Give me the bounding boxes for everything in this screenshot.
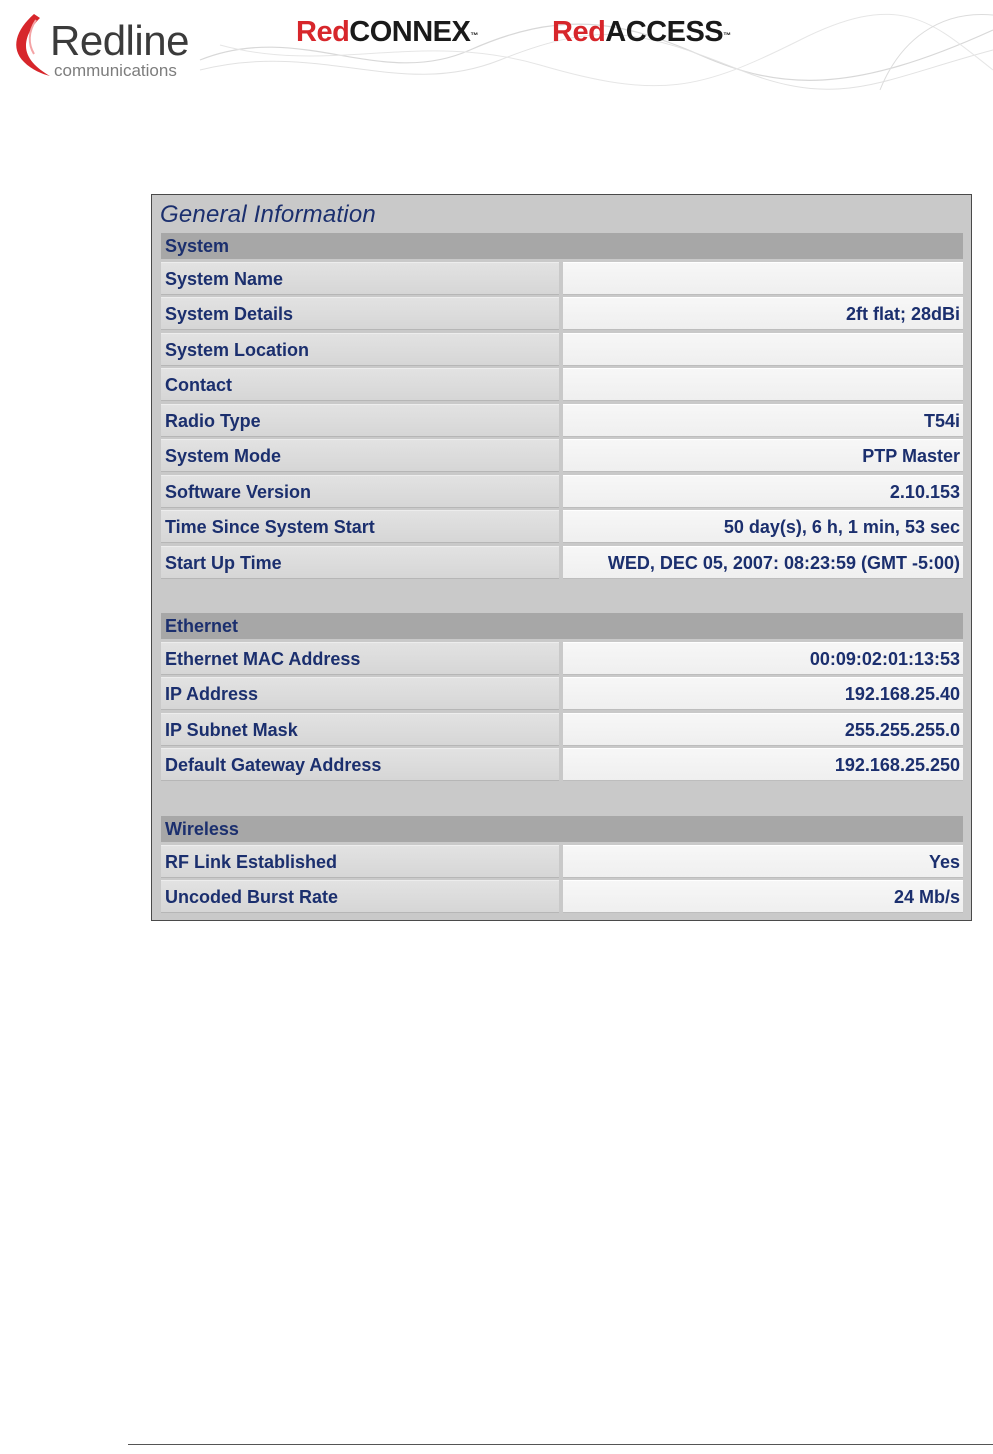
row-value: T54i (563, 404, 963, 437)
row-value: 192.168.25.40 (563, 677, 963, 710)
section-header-system: System (161, 233, 963, 259)
table-row (161, 510, 963, 543)
logo-subtitle: communications (54, 61, 177, 80)
section-header-ethernet: Ethernet (161, 613, 963, 639)
redline-swoosh-icon (6, 10, 54, 82)
row-value: 2.10.153 (563, 475, 963, 508)
table-row (161, 546, 963, 579)
row-label: System Name (161, 262, 559, 295)
table-row (161, 333, 963, 366)
row-label: System Mode (161, 439, 559, 472)
row-label: Software Version (161, 475, 559, 508)
row-value: PTP Master (563, 439, 963, 472)
row-label: Default Gateway Address (161, 748, 559, 781)
row-value (563, 333, 963, 366)
table-row (161, 880, 963, 913)
row-label: System Details (161, 297, 559, 330)
table-row (161, 262, 963, 295)
logo-wordmark: Redline (50, 17, 189, 64)
redline-logo (6, 10, 226, 82)
table-row (161, 404, 963, 437)
row-value (563, 262, 963, 295)
row-value: 24 Mb/s (563, 880, 963, 913)
trademark: ™ (723, 31, 731, 40)
table-row (161, 677, 963, 710)
brand-red-text: Red (296, 16, 350, 48)
row-label: Time Since System Start (161, 510, 559, 543)
row-label: Start Up Time (161, 546, 559, 579)
footer-divider (128, 1444, 993, 1445)
redconnex-brand (296, 14, 478, 50)
general-information-panel (151, 194, 972, 921)
row-label: Uncoded Burst Rate (161, 880, 559, 913)
table-row (161, 439, 963, 472)
table-row (161, 368, 963, 401)
row-value: Yes (563, 845, 963, 878)
row-value (563, 368, 963, 401)
row-value: 2ft flat; 28dBi (563, 297, 963, 330)
row-value: 00:09:02:01:13:53 (563, 642, 963, 675)
row-value: 192.168.25.250 (563, 748, 963, 781)
table-row (161, 845, 963, 878)
row-value: 50 day(s), 6 h, 1 min, 53 sec (563, 510, 963, 543)
section-header-wireless: Wireless (161, 816, 963, 842)
row-label: Ethernet MAC Address (161, 642, 559, 675)
panel-title: General Information (160, 201, 376, 228)
redaccess-brand (552, 14, 731, 50)
brand-black-text: ACCESS (605, 16, 724, 48)
page-header (0, 0, 993, 96)
row-label: System Location (161, 333, 559, 366)
brand-red-text: Red (552, 16, 606, 48)
table-row (161, 748, 963, 781)
row-value: WED, DEC 05, 2007: 08:23:59 (GMT -5:00) (563, 546, 963, 579)
row-label: Contact (161, 368, 559, 401)
table-row (161, 713, 963, 746)
row-label: IP Subnet Mask (161, 713, 559, 746)
trademark: ™ (470, 31, 478, 40)
brand-black-text: CONNEX (349, 16, 471, 48)
row-label: IP Address (161, 677, 559, 710)
row-label: Radio Type (161, 404, 559, 437)
row-value: 255.255.255.0 (563, 713, 963, 746)
table-row (161, 297, 963, 330)
table-row (161, 475, 963, 508)
table-row (161, 642, 963, 675)
row-label: RF Link Established (161, 845, 559, 878)
